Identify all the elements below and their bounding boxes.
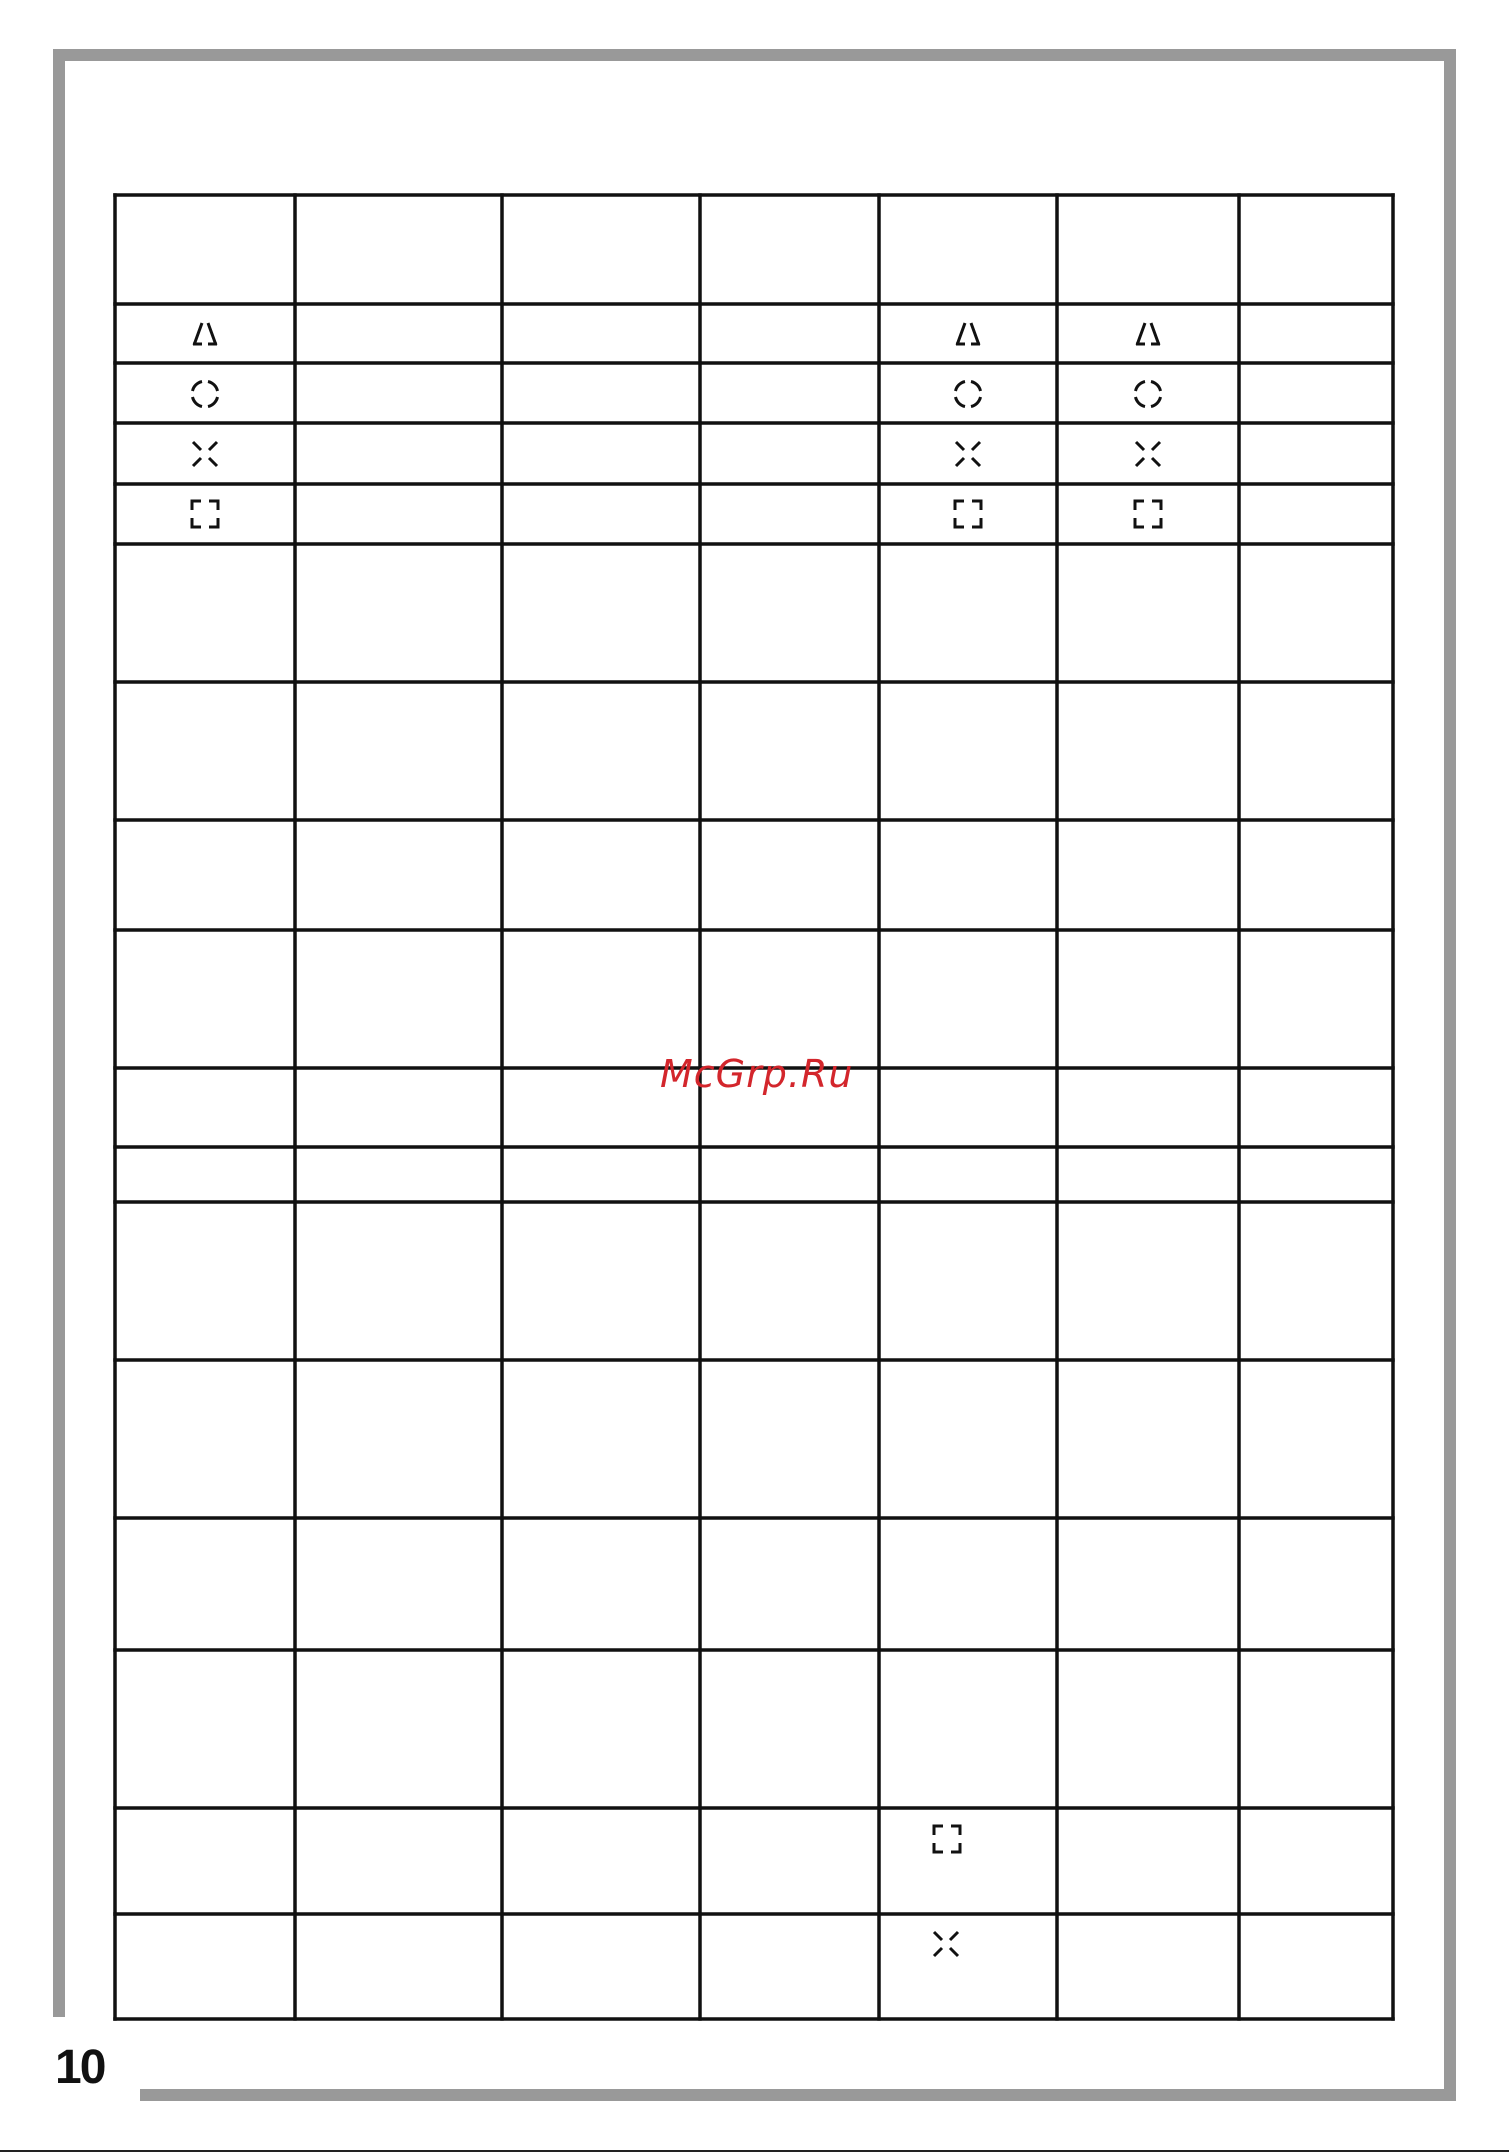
page-number: 10 — [55, 2041, 105, 2094]
square-icon — [189, 498, 221, 530]
circle-icon — [952, 378, 984, 410]
bottom-rule — [0, 2150, 1509, 2152]
triangle-icon — [1132, 318, 1164, 350]
watermark: McGrp.Ru — [660, 1052, 854, 1096]
circle-icon — [189, 378, 221, 410]
square-icon — [1132, 498, 1164, 530]
square-icon — [952, 498, 984, 530]
cross-icon — [1132, 438, 1164, 470]
square-icon — [931, 1823, 963, 1855]
triangle-icon — [952, 318, 984, 350]
cross-icon — [952, 438, 984, 470]
cross-icon — [189, 438, 221, 470]
triangle-icon — [189, 318, 221, 350]
cross-icon — [930, 1928, 962, 1960]
circle-icon — [1132, 378, 1164, 410]
